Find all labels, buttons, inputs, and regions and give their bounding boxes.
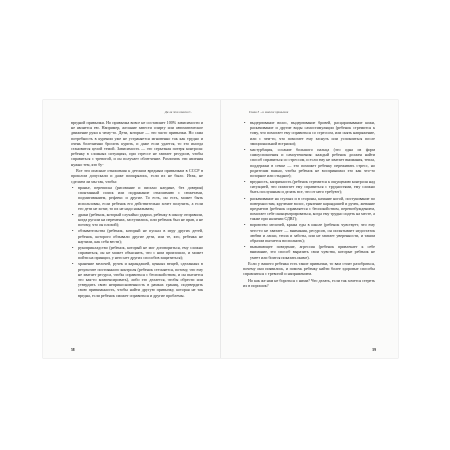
book-spread (43, 100, 398, 358)
bullet-list-text: вранье, переписка (рисование и письмо наедине, без доверия) спонтанный поиск или подражание отношению с сюжетами, подмигиванием, рефлекс и другие. То есть, он есть, может быть использован, если ребенок его действительно хочет получить, а если его дети не хотят, то их не надо наказывать; (78, 185, 203, 211)
bullet-list-text: выдергивание волос, выдергивание бровей, расцарапывание кожи, раскачивание и другие виды самостимуляции (ребенок стремится к тому, что помогает ему справиться со стрессом, или снять напряжение, или с чем-то, что помогает ему заснуть или успокоиться после эмоциональной встряски); (250, 120, 375, 146)
running-head-left: Да ли это опасно?.. (164, 110, 192, 114)
bullet-marker: • (72, 211, 74, 217)
bullet-list-text: вредность, капризность (ребенок стремится к ощущению контроля над ситуацией, что помогает ему справиться с трудностями, ему сложно быть послушным и делать все, что от него требуют); (250, 179, 375, 195)
bullet-list-text: воровство мелочей, кража еды в школе (ребенок чувствует, что ему чего-то не хватает — внимания, ресурсов, он испытывает недостаток любви и ласки, тепла и заботы, или не хватает уверенности, и таким образом пытается восполнить); (250, 222, 375, 244)
left-page-body (71, 120, 203, 299)
bullet-list-item (71, 245, 203, 261)
bullet-list-text: драки (ребенок, который случайно ударил, ребенку в школу отправили, когда ругали на переменах, заступились, или ребенок был не прав, а не потому, что он плохой); (78, 211, 203, 228)
bullet-marker: • (244, 146, 246, 152)
running-head-right: Глава 3 ...и многие привычки (249, 110, 289, 114)
left-page (43, 100, 220, 358)
bullet-list-text: хранение мелочей, ручек и карандашей, ценных вещей, сделанных в результате постоянного контроля (ребенок стесняется, потому, что ему не хватает ресурса, чтобы справиться с беспокойством, и он пытается это как-то компенсировать), либо это делается, чтобы обрести или утвердить свою неприкосновенность в рамках границ, подтвердить свою привязанность, чтобы найти другую привычку, которая не так вредна, если ребенок сможет справиться и другие проблемы. (78, 261, 203, 298)
bullet-list-item (71, 185, 203, 211)
bullet-list-text: рукоприкладство (ребенок, который не мог договориться, ему сложно справиться, он не может объяснить, что с ним произошло, и может пойти на принцип, у него нет других способов защититься); (78, 244, 203, 261)
bullet-list-text: обзывательства (ребенок, который не пускал в игру других детей, ребенок, которого обзывали другие дети, или те, кто, ребенка не научили, как себя вести); (78, 228, 203, 244)
bullet-list-item (243, 120, 375, 146)
bullet-list-item (71, 228, 203, 244)
bullet-list (243, 120, 375, 260)
bullet-list-item (71, 261, 203, 297)
bullet-list (71, 185, 203, 298)
bullet-marker: • (72, 185, 74, 191)
bullet-list-item (243, 179, 375, 195)
bullet-marker: • (244, 222, 246, 228)
page-number-right: 59 (372, 348, 376, 352)
bullet-list-item (243, 147, 375, 178)
paragraph: Все эти опасные отношения к детским вредным привычкам в СССР в прошлом допускали и даже поощрялись, если их не было. Итак, не сделаем ли мы так, чтобы: (71, 168, 203, 184)
bullet-list-text: вызывающее поведение, агрессия (ребенок привлекает к себе внимание, это способ выразить свои чувства, которые ребенок не умеет или боится показать иначе). (250, 244, 375, 260)
bullet-list-item (243, 222, 375, 243)
paragraph: Если у вашего ребенка есть такие привычки, то вам стоит разобраться, почему они появились, и помочь ребенку найти более здоровые способы справляться с тревогой и напряжением. (243, 260, 375, 277)
bullet-list-item (243, 196, 375, 222)
bullet-marker: • (72, 244, 74, 250)
paragraph: Но как же нам не бороться с ними? Что делать, если так хочется стереть их в порошок? (243, 277, 375, 289)
bullet-marker: • (244, 244, 246, 250)
right-page-body (243, 120, 375, 290)
bullet-list-text: мастурбация, сосание большого пальца (это одна из форм самоуспокоения и самоутешения: каждый ребенок должен найти способ справиться со стрессом, и если ему не хватает внимания, тепла, поддержки в семье — это поможет ребенку переживать стресс, но родителям важно, чтобы ребенок не воспринимал это как что-то позорное или стыдное); (250, 146, 375, 178)
bullet-marker: • (72, 261, 74, 267)
bullet-marker: • (244, 195, 246, 201)
bullet-marker: • (244, 120, 246, 125)
bullet-marker: • (244, 179, 246, 185)
bullet-list-item (243, 244, 375, 260)
right-page (221, 100, 398, 358)
page-number-left: 58 (71, 348, 75, 352)
bullet-list-text: раскачивание на стульях и в стороны, качание ногой, постукивание по поверхностям, кручение волос, грызение карандашей и ручек, жевание предметов (ребенок справляется с беспокойством, перевозбуждением, помогает себе сконцентрироваться, когда ему трудно сидеть на месте, а также при наличии СДВГ); (250, 195, 375, 222)
bullet-marker: • (72, 228, 74, 234)
paragraph: вредной привычки. Но привычка вовсе не составляет 100% зависимости и не является ею. Например, желание завести спирту или автоматическое движение руки к чему-то. Дети, которые — это часто привычки. Но сама потребность в курении уже не устраняется мгновенно так как трудно и очень болезненно бросить курить, и даже если удается, то это иногда становится целой темой. Зависимость — это серьезная потеря контроля: ребенку в сложных ситуациях, при стрессе не хватает ресурсов, чтобы справиться с тревогой, и он получает облегчение. Различать эти явления нужно тем, кто бу- (71, 120, 203, 167)
bullet-list-item (71, 212, 203, 228)
